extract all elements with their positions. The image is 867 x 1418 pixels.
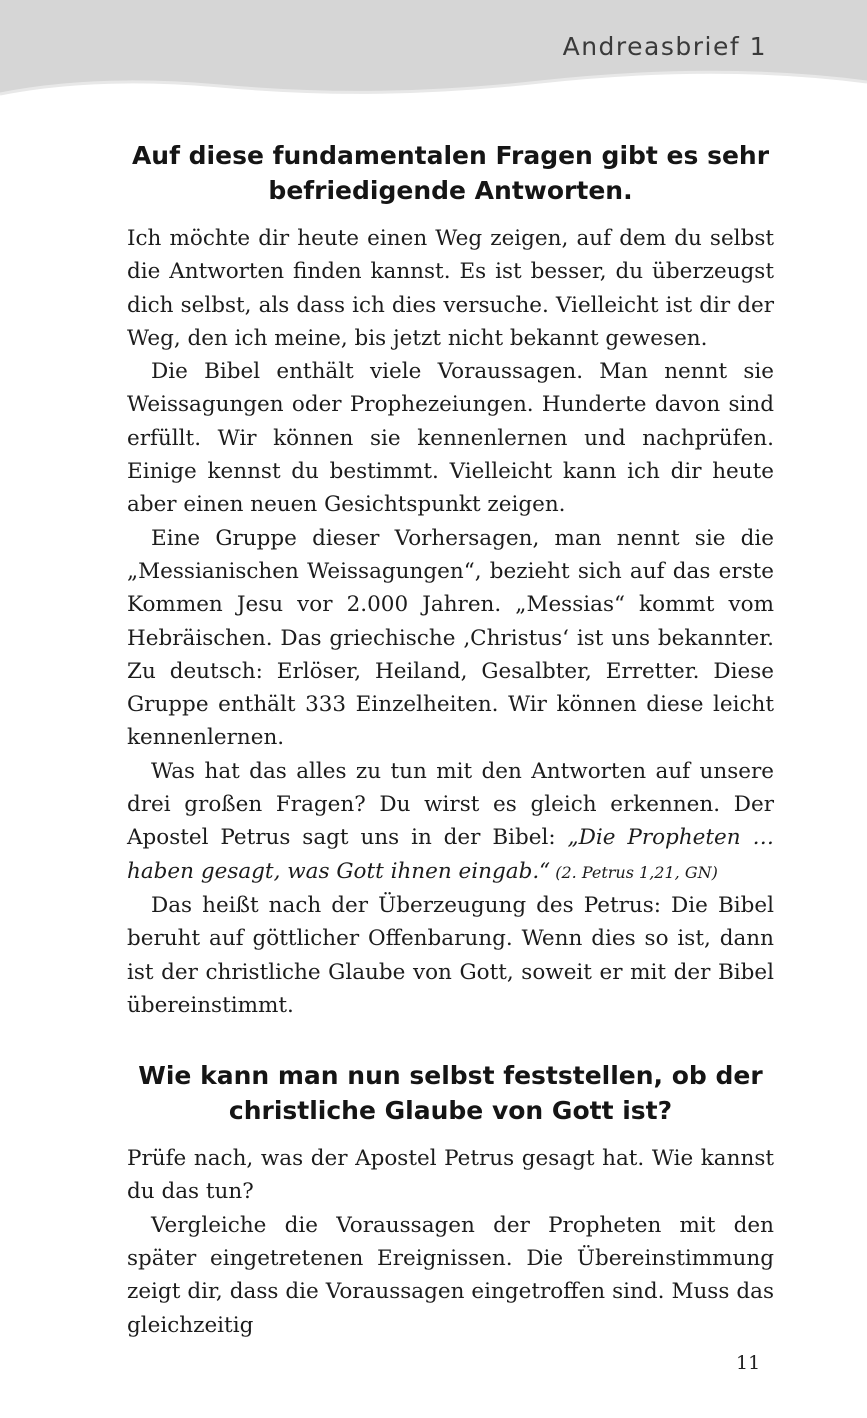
paragraph: Vergleiche die Voraussagen der Propheten mit den später eingetretenen Ereignissen. Die Übereinstimmung zeigt dir, dass die Voraussagen eingetroffen sind. Muss das gleichzeitig: [127, 1212, 774, 1338]
paragraph: Ich möchte dir heute einen Weg zeigen, auf dem du selbst die Antworten finden kannst. Es ist besser, du überzeugst dich selbst, als dass ich dies versuche. Vielleicht ist dir der Weg, den ich meine, bis jetzt nicht bekannt gewesen.: [127, 226, 774, 351]
paragraph: Das heißt nach der Überzeugung des Petrus: Die Bibel beruht auf göttlicher Offenbarung. Wenn dies so ist, dann ist der christliche Glaube von Gott, soweit er mit der Bibel übereinstimmt.: [127, 892, 774, 1018]
paragraph: Eine Gruppe dieser Vorhersagen, man nennt sie die „Messianischen Weissagungen“, bezieht sich auf das erste Kommen Jesu vor 2.000 Jahren. „Messias“ kommt vom Hebräischen. Das griechische ‚Christus‘ ist uns bekannter. Zu deutsch: Erlöser, Heiland, Gesalbter, Erretter. Diese Gruppe enthält 333 Einzelheiten. Wir können diese leicht kennenlernen.: [127, 525, 774, 751]
section-heading: [127, 138, 774, 208]
page-content: [127, 138, 774, 1342]
heading-line: christliche Glaube von Gott ist?: [228, 1096, 673, 1126]
heading-line: Auf diese fundamentalen Fragen gibt es sehr: [131, 141, 770, 170]
page-number: 11: [736, 1352, 761, 1374]
running-title: Andreasbrief 1: [562, 32, 767, 61]
bible-reference: (2. Petrus 1,21, GN): [550, 862, 718, 882]
section-heading: [127, 1058, 774, 1128]
heading-line: befriedigende Antworten.: [268, 176, 633, 205]
heading-line: Wie kann man nun selbst feststellen, ob der: [138, 1061, 763, 1091]
paragraph-text: Was hat das alles zu tun mit den Antworten auf unsere drei großen Fragen? Du wirst es gleich erkennen. Der Apostel Petrus sagt uns in der Bibel:: [127, 758, 774, 851]
paragraph: Prüfe nach, was der Apostel Petrus gesagt hat. Wie kannst du das tun?: [127, 1146, 774, 1205]
bible-quote: „Die Propheten … haben gesagt, was Gott ihnen eingab.“: [127, 825, 774, 884]
paragraph-with-quote: [127, 755, 774, 889]
paragraph: Die Bibel enthält viele Voraussagen. Man nennt sie Weissagungen oder Prophezeiungen. Hunderte davon sind erfüllt. Wir können sie kennenlernen und nachprüfen. Einige kennst du bestimmt. Vielleicht kann ich dir heute aber einen neuen Gesichtspunkt zeigen.: [127, 359, 774, 518]
